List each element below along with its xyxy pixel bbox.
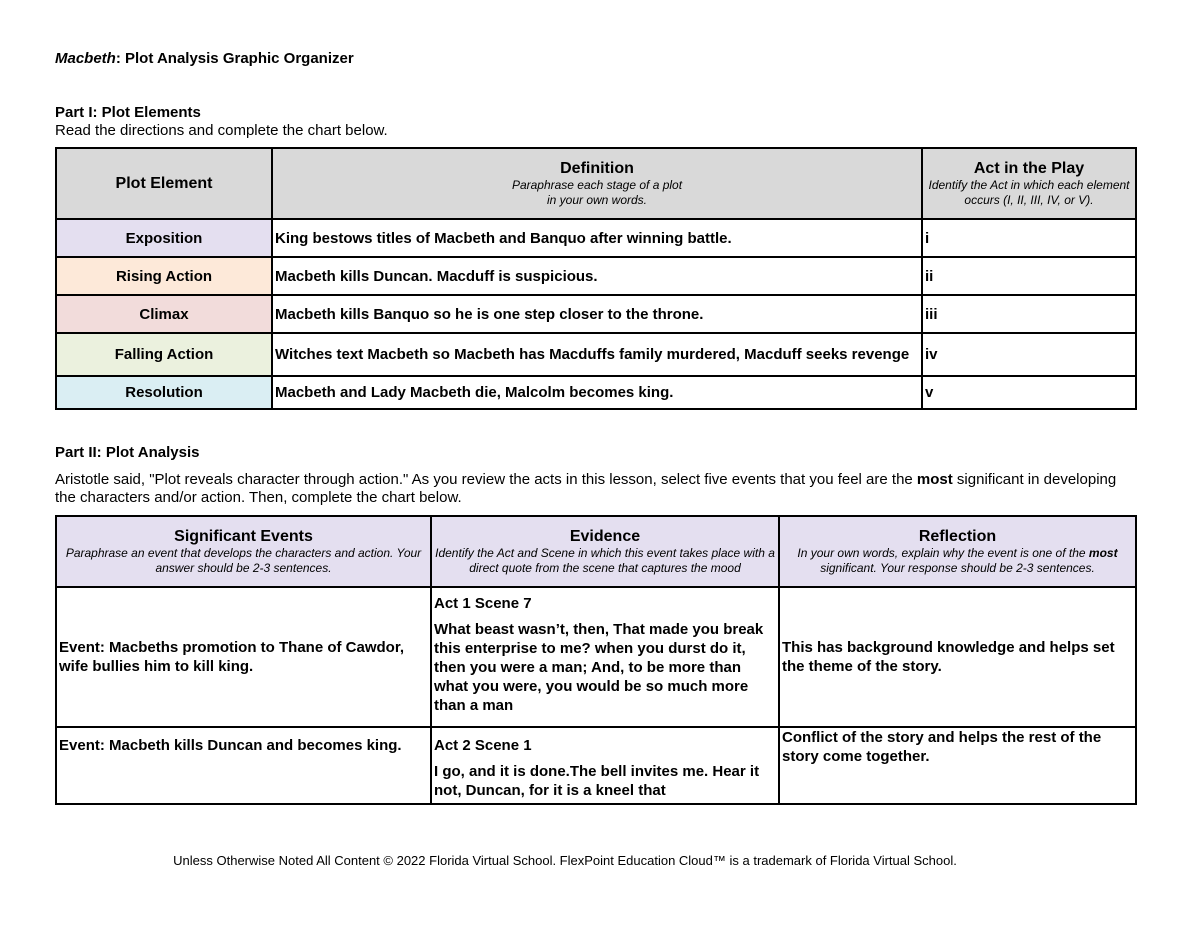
table-header-row [56, 516, 1136, 587]
part2-intro: Aristotle said, "Plot reveals character through action." As you review the acts in this lesson, select five events that you feel are the most significant in developing the characters and/or action. Then, complete the chart below. [55, 471, 1117, 506]
definition-cell: King bestows titles of Macbeth and Banquo after winning battle. [272, 219, 922, 257]
title-play-name: Macbeth [55, 50, 116, 67]
event-cell: Event: Macbeth kills Duncan and becomes king. [56, 727, 431, 804]
act-cell: iii [922, 295, 1136, 333]
evidence-act: Act 2 Scene 1 [434, 737, 532, 754]
reflection-cell: Conflict of the story and helps the rest of the story come together. [779, 727, 1136, 804]
table-row [56, 295, 1136, 333]
reflection-cell: This has background knowledge and helps set the theme of the story. [779, 587, 1136, 727]
evidence-cell [431, 727, 779, 804]
footer-copyright: Unless Otherwise Noted All Content © 2022 Florida Virtual School. FlexPoint Education Cloud™ is a trademark of Florida Virtual School. [173, 853, 957, 868]
col-header-definition: Definition Paraphrase each stage of a plot in your own words. [272, 148, 922, 219]
plot-element-cell: Resolution [56, 376, 272, 409]
definition-cell: Macbeth kills Banquo so he is one step closer to the throne. [272, 295, 922, 333]
act-cell: v [922, 376, 1136, 409]
table-row [56, 376, 1136, 409]
evidence-quote: I go, and it is done.The bell invites me. Hear it not, Duncan, for it is a kneel that [434, 763, 760, 799]
col-header-element: Plot Element [56, 148, 272, 219]
document-title [55, 50, 354, 67]
table-row [56, 727, 1136, 804]
act-cell: iv [922, 333, 1136, 376]
col-header-reflection: Reflection In your own words, explain why the event is one of the most significant. Your response should be 2-3 sentences. [779, 516, 1136, 587]
table-row [56, 333, 1136, 376]
part2-heading: Part II: Plot Analysis [55, 444, 200, 461]
col-header-events: Significant Events Paraphrase an event that develops the characters and action. Your answer should be 2-3 sentences. [56, 516, 431, 587]
title-rest: : Plot Analysis Graphic Organizer [115, 50, 354, 67]
definition-cell: Witches text Macbeth so Macbeth has Macduffs family murdered, Macduff seeks revenge [272, 333, 922, 376]
evidence-quote: What beast wasn’t, then, That made you break this enterprise to me? when you durst do it, then you were a man; And, to be more than what you were, you would be so much more than a man [434, 621, 764, 714]
event-cell: Event: Macbeths promotion to Thane of Cawdor, wife bullies him to kill king. [56, 587, 431, 727]
plot-element-cell: Rising Action [56, 257, 272, 295]
table-row [56, 587, 1136, 727]
col-header-act: Act in the Play Identify the Act in which each element occurs (I, II, III, IV, or V). [922, 148, 1136, 219]
table-row [56, 219, 1136, 257]
plot-analysis-table [55, 515, 1137, 805]
evidence-cell [431, 587, 779, 727]
plot-element-cell: Climax [56, 295, 272, 333]
col-header-evidence: Evidence Identify the Act and Scene in which this event takes place with a direct quote from the scene that captures the mood [431, 516, 779, 587]
definition-cell: Macbeth kills Duncan. Macduff is suspicious. [272, 257, 922, 295]
plot-element-cell: Falling Action [56, 333, 272, 376]
definition-cell: Macbeth and Lady Macbeth die, Malcolm becomes king. [272, 376, 922, 409]
act-cell: i [922, 219, 1136, 257]
act-cell: ii [922, 257, 1136, 295]
table-row [56, 257, 1136, 295]
plot-element-cell: Exposition [56, 219, 272, 257]
evidence-act: Act 1 Scene 7 [434, 595, 532, 612]
table-header-row [56, 148, 1136, 219]
part1-heading: Part I: Plot Elements [55, 104, 201, 121]
plot-elements-table [55, 147, 1137, 410]
part1-directions: Read the directions and complete the chart below. [55, 122, 388, 139]
